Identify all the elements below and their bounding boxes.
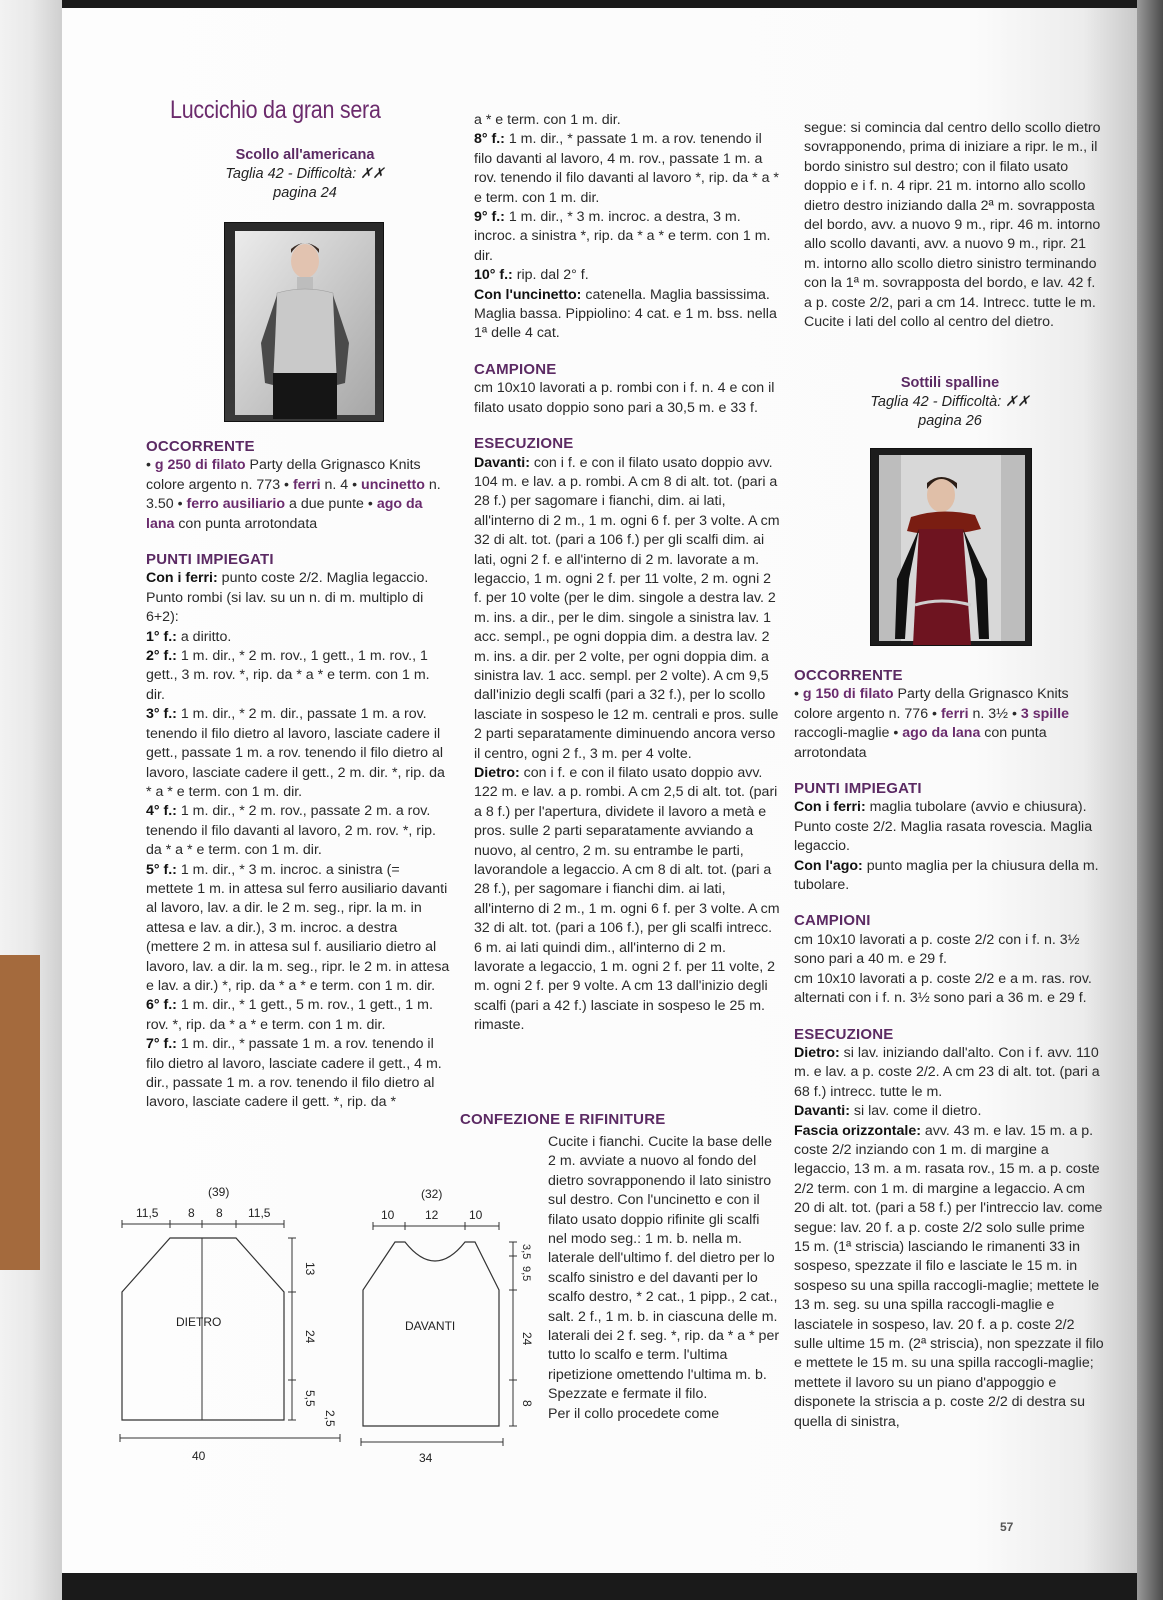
section-heading-occorrente: OCCORRENTE xyxy=(146,438,255,455)
materials-pins-2: 3 spille xyxy=(1020,705,1069,722)
diagram-davanti xyxy=(355,1180,545,1470)
project1-header xyxy=(150,146,460,203)
bullet: • xyxy=(794,686,803,703)
text: 1 m. dir., * 2 m. rov., 1 gett., 1 m. rov., 1 gett., 3 m. rov. *, rip. da * a * e term. con 1 m. dir. xyxy=(146,648,430,703)
page-number: 57 xyxy=(1000,1520,1014,1534)
project1-photo xyxy=(224,222,384,422)
materials-yarn-needle-2: ago da lana xyxy=(902,725,981,742)
row-10 xyxy=(474,266,780,285)
label: Davanti: xyxy=(794,1103,850,1120)
materials-yarn-needle-desc: con punta arrotondata xyxy=(174,515,318,532)
label: Con l'uncinetto: xyxy=(474,286,582,303)
row-4 xyxy=(146,802,450,860)
text: 1 m. dir., * 3 m. incroc. a destra, 3 m. incroc. a sinistra *, rip. da * a * e term. con 1 m. dir. xyxy=(474,209,771,264)
section-heading-confezione: CONFEZIONE E RIFINITURE xyxy=(460,1111,666,1128)
text: punto maglia per la chiusura della m. tubolare. xyxy=(794,857,1099,894)
esecuzione-davanti xyxy=(474,454,780,765)
row-6 xyxy=(146,996,450,1035)
occorrente-text-2 xyxy=(794,685,1104,763)
label: 5° f.: xyxy=(146,861,177,878)
dim-right-b: 9,5 xyxy=(520,1266,532,1282)
materials-needles-size-2: n. 3½ xyxy=(968,705,1012,722)
label: Dietro: xyxy=(794,1044,840,1061)
row-7-continued: a * e term. con 1 m. dir. xyxy=(474,112,621,128)
section-heading-campioni-2: CAMPIONI xyxy=(794,912,871,930)
label: Dietro: xyxy=(474,765,520,781)
dim-top-c: 8 xyxy=(216,1206,223,1220)
row-1 xyxy=(146,628,450,647)
text: si lav. come il dietro. xyxy=(849,1103,982,1120)
label: Davanti: xyxy=(474,454,530,471)
punti-ago-2 xyxy=(794,857,1104,896)
text: 1 m. dir., * passate 1 m. a rov. tenendo il filo davanti al lavoro, 4 m. rov., passate 1 m. a rov. tenendo il filo davanti al lavoro *, rip. da * a * e term. con 1 m. dir. xyxy=(474,131,779,206)
article-title: Luccichio da gran sera xyxy=(170,96,381,124)
materials-hook: uncinetto xyxy=(361,476,425,493)
materials-cable-needle-desc: a due punte xyxy=(285,496,368,513)
label: 9° f.: xyxy=(474,209,505,226)
text: si lav. iniziando dall'alto. Con i f. avv. 110 m. e lav. a p. coste 2/2. A cm 23 di alt. tot. (pari a 68 f.) intrecc. tutte le m. xyxy=(794,1044,1100,1100)
dim-top-a: 11,5 xyxy=(136,1206,159,1220)
bullet: • xyxy=(177,496,187,513)
project1-page-ref: pagina 24 xyxy=(273,185,337,201)
text: con i f. e con il filato usato doppio avv. 104 m. e lav. a p. rombi. A cm 8 di alt. tot. (pari a 28 f.) per sagomare i fianchi, dim. ai lati, all'interno di 2 m., 1 m. ogni 6 f. per 3 volte. A cm 32 di alt. tot. (pari a 106 f.) per gli scalfi dim. ai lati, ogni 2 f. e all'interno di 2 m. lavorate a m. legaccio, 1 m. ogni 2 f. per 11 volte, 2 m. ogni 2 f. per 10 volte (per le dim. singole a destra lav. 2 m. ins. a dir., per le dim. singole a sinistra lav. 1 acc. sempl., pe ogni doppia dim. a destra lav. 2 m. ins. a dir. per 2 volte, per ogni doppia dim. a sinistra lav. 1 acc. sempl. per 2 volte). A cm 9,5 dall'inizio degli scalfi (pari a 32 f.), per lo scollo lasciate in sospeso le 12 m. centrali e pros. sulle 2 parti separatamente diminuendo ancora verso il centro, ogni 2 f., 3 m. per 4 volte. xyxy=(474,454,780,762)
project2-size: Taglia 42 - Difficoltà: ✗✗ xyxy=(870,394,1030,410)
label: 8° f.: xyxy=(474,131,505,148)
dim-right-d: 2,5 xyxy=(323,1410,337,1427)
label: 4° f.: xyxy=(146,803,177,820)
diagram-label-davanti: DAVANTI xyxy=(405,1319,456,1333)
punti-ferri xyxy=(146,569,450,627)
esecuzione2-dietro xyxy=(794,1044,1104,1102)
row-5 xyxy=(146,861,450,997)
section-heading-occorrente-2: OCCORRENTE xyxy=(794,667,903,684)
diagram-dietro xyxy=(112,1180,344,1470)
row-3 xyxy=(146,705,450,802)
text: con i f. e con il filato usato doppio avv. 122 m. e lav. a p. rombi. A cm 2,5 di alt. tot. (pari a 8 f.) per l'apertura, dividete il lavoro a metà e pros. sulle 2 parti separatamente avviando a nuovo, al centro, 2 m. su entrambe le parti, lavorandole a legaccio. A cm 8 di alt. tot. (pari a 28 f.), per sagomare i fianchi dim. ai lati, all'interno di 2 m., 1 m. ogni 6 f. per 3 volte. A cm 32 di alt. tot. (pari a 106 f.), per gli scalfi intrecc. 6 m. ai lati quindi dim., all'interno di 2 m. lavorate a legaccio, 1 m. ogni 2 f. per 11 volte, 2 m. ogni 2 f. per 9 volte. A cm 13 dall'inizio degli scalfi (pari a 42 f.) lasciate in sospeso le 25 m. rimaste. xyxy=(474,765,780,1034)
project1-name: Scollo all'americana xyxy=(235,147,375,163)
page-shadow xyxy=(1137,0,1163,1600)
column-3b xyxy=(794,666,1104,1432)
materials-pins-desc-2: raccogli-maglie xyxy=(794,725,894,742)
esecuzione2-davanti xyxy=(794,1102,1104,1121)
bullet: • xyxy=(932,705,941,722)
campioni-text-1: cm 10x10 lavorati a p. coste 2/2 con i f. n. 3½ sono pari a 40 m. e 29 f. xyxy=(794,931,1080,968)
dim-right-c: 5,5 xyxy=(303,1390,317,1407)
project1-size: Taglia 42 - Difficoltà: ✗✗ xyxy=(225,166,385,182)
model-silhouette-1 xyxy=(225,223,384,422)
model-silhouette-2 xyxy=(871,449,1032,646)
esecuzione2-fascia xyxy=(794,1122,1104,1433)
bullet: • xyxy=(352,476,362,493)
label: 6° f.: xyxy=(146,997,177,1014)
dim-right-a: 3,5 xyxy=(520,1244,532,1260)
text: 1 m. dir., * 1 gett., 5 m. rov., 1 gett., 1 m. rov. *, rip. da * a * e term. con 1 m. dir. xyxy=(146,997,433,1033)
dim-top-total: (39) xyxy=(208,1185,230,1199)
binding-edge xyxy=(0,0,62,1600)
bullet: • xyxy=(893,725,903,742)
column-2c xyxy=(548,1133,780,1424)
materials-needles-2: ferri xyxy=(940,705,969,722)
esecuzione-dietro xyxy=(474,764,780,1036)
text: 1 m. dir., * passate 1 m. a rov. tenendo il filo dietro al lavoro, lasciate cadere il gett., 4 m. dir., passate 1 m. a rov. tenendo il filo dietro al lavoro, lasciate cadere il gett. *, rip. da * xyxy=(146,1036,442,1111)
label: Con l'ago: xyxy=(794,857,863,874)
dim-top-total: (32) xyxy=(421,1187,443,1201)
text: 1 m. dir., * 2 m. dir., passate 1 m. a rov. tenendo il filo dietro al lavoro, lasciate cadere il gett., passate 1 m. a rov. tenendo il filo dietro al lavoro, lasciate cadere il gett., 2 m. dir. *, rip. da * a * e term. con 1 m. dir. xyxy=(146,706,445,800)
column-1 xyxy=(146,437,450,1113)
dim-right-d: 8 xyxy=(520,1400,534,1407)
bullet: • xyxy=(284,476,293,493)
text: a diritto. xyxy=(176,628,232,645)
project2-photo xyxy=(870,448,1032,646)
materials-yarn-needle: ago da lana xyxy=(146,496,423,532)
punti-ferri-2 xyxy=(794,798,1104,856)
project2-name: Sottili spalline xyxy=(900,375,1000,391)
section-heading-punti-2: PUNTI IMPIEGATI xyxy=(794,780,922,798)
label: 7° f.: xyxy=(146,1036,177,1053)
materials-yarn-2: g 150 di filato xyxy=(802,686,894,703)
dim-top-c: 10 xyxy=(469,1208,483,1222)
materials-needles-size: n. 4 xyxy=(320,476,353,493)
label: Con i ferri: xyxy=(146,570,218,587)
dim-bottom: 34 xyxy=(419,1451,433,1465)
section-heading-esecuzione: ESECUZIONE xyxy=(474,435,574,453)
label: 2° f.: xyxy=(146,648,177,665)
dim-top-b: 12 xyxy=(425,1208,439,1222)
label: 1° f.: xyxy=(146,628,177,645)
text: punto coste 2/2. Maglia legaccio. Punto rombi (si lav. su un n. di m. multiplo di 6+2): xyxy=(146,570,429,626)
materials-yarn: g 250 di filato xyxy=(154,457,246,474)
text: rip. dal 2° f. xyxy=(512,267,589,284)
row-8 xyxy=(474,130,780,208)
column-2b xyxy=(460,1110,780,1129)
materials-yarn-desc: Party della Grignasco Knits colore argento n. 773 xyxy=(146,457,421,493)
text: avv. 43 m. e lav. 15 m. a p. coste 2/2 inziando con 1 m. di margine a legaccio, 13 m. a m. rasata rov., 15 m. a p. coste 2/2 term. con 1 m. di margine a legaccio. A cm 20 di alt. tot. (pari a 58 f.) per l'intreccio lav. come segue: lav. 20 f. a p. coste 2/2 solo sulle prime 15 m. (1ª striscia) lasciando le rimanenti 33 in sospeso, spezzate il filo e lasciate le 15 m. in sospeso su una spilla raccogli-maglie; mettete le 13 m. seg. su una spilla raccogli-maglie e lasciatele in sospeso, lav. 20 f. a p. coste 2/2 sulle ultime 15 m. (2ª striscia), non spezzate il filo e mettete le 15 m. su una spilla raccogli-maglie; mettete il lavoro su un piano d'appoggio e disponete la striscia a p. coste 2/2 di destra su quella di sinistra, xyxy=(794,1122,1104,1430)
row-7 xyxy=(146,1035,450,1113)
campioni-text-2: cm 10x10 lavorati a p. coste 2/2 e a m. ras. rov. alternati con i f. n. 3½ sono pari a 36 m. e 29 f. xyxy=(794,970,1092,1007)
dim-top-d: 11,5 xyxy=(248,1206,271,1220)
punti-uncinetto xyxy=(474,286,780,344)
dim-right-a: 13 xyxy=(303,1262,317,1276)
row-2 xyxy=(146,647,450,705)
dim-right-b: 24 xyxy=(303,1330,317,1344)
dim-right-c: 24 xyxy=(520,1332,534,1346)
bullet: • xyxy=(367,496,377,513)
label: 10° f.: xyxy=(474,267,513,284)
diagram-label-dietro: DIETRO xyxy=(176,1315,222,1329)
text: 1 m. dir., * 2 m. rov., passate 2 m. a rov. tenendo il filo davanti al lavoro, 2 m. rov. *, rip. da * a * e term. con 1 m. dir. xyxy=(146,803,436,859)
materials-yarn-desc-2: Party della Grignasco Knits colore argento n. 776 xyxy=(794,686,1069,722)
project2-page-ref: pagina 26 xyxy=(918,413,982,429)
campione-text: cm 10x10 lavorati a p. rombi con i f. n. 4 e con il filato usato doppio sono pari a 30,5 m. e 33 f. xyxy=(474,380,775,416)
binding-mark xyxy=(0,955,40,1270)
project2-header xyxy=(840,374,1060,431)
collo-continued: segue: si comincia dal centro dello scollo dietro sovrapponendo, prima di iniziare a ripr. le m., il bordo sinistro sul destro; con il filato usato doppio e i f. n. 4 ripr. 21 m. intorno allo scollo dietro destro iniziando dalla 2ª m. sovrapposta del bordo, avv. a nuovo 9 m., ripr. 46 m. intorno allo scollo davanti, avv. a nuovo 9 m., ripr. 21 m. intorno allo scollo dietro sinistro terminando con la 1ª m. sovrapposta del bordo, e lav. 42 f. a p. coste 2/2, pari a cm 14. Intrecc. tutte le m. Cucite i lati del collo al centro del dietro. xyxy=(804,120,1101,331)
materials-yarn-needle-desc-2: con punta arrotondata xyxy=(794,725,1047,761)
materials-cable-needle: ferro ausiliario xyxy=(186,496,286,513)
section-heading-punti: PUNTI IMPIEGATI xyxy=(146,551,274,569)
confezione-collo: Per il collo procedete come xyxy=(548,1405,720,1422)
materials-hook-size: n. 3.50 xyxy=(146,476,441,513)
column-2 xyxy=(474,111,780,1036)
dim-bottom: 40 xyxy=(192,1449,206,1463)
section-heading-esecuzione-2: ESECUZIONE xyxy=(794,1025,894,1043)
label: Con i ferri: xyxy=(794,799,866,816)
section-heading-campione: CAMPIONE xyxy=(474,360,557,378)
column-3 xyxy=(804,119,1104,332)
occorrente-text xyxy=(146,456,450,534)
text: maglia tubolare (avvio e chiusura). Punto coste 2/2. Maglia rasata rovescia. Maglia legaccio. xyxy=(794,799,1093,855)
confezione-text: Cucite i fianchi. Cucite la base delle 2 m. avviate a nuovo al fondo del dietro sovrapponendo il lato sinistro sul destro. Con l'uncinetto e con il filato usato doppio rifinite gli scalfi nel modo seg.: 1 m. b. nella m. laterale dell'ultimo f. del dietro per lo scalfo sinistro e del davanti per lo scalfo destro, * 2 cat., 1 pipp., 2 cat., salt. 2 f., 1 m. b. in ciascuna delle m. laterali dei 2 f. seg. *, rip. da * a * per tutto lo scalfo e term. l'ultima ripetizione omettendo l'ultima m. b. Spezzate e fermate il filo. xyxy=(548,1134,780,1403)
materials-needles: ferri xyxy=(292,476,321,493)
text: 1 m. dir., * 3 m. incroc. a sinistra (= mettete 1 m. in attesa sul ferro ausiliario davanti al lavoro, lav. a dir. le 2 m. seg., ripr. la m. in attesa e lav. a dir.), 3 m. incroc. a destra (mettere 2 m. in attesa sul f. ausiliario dietro al lavoro, lav. a dir. la m. seg., ripr. le 2 m. in attesa e lav. a dir.) *, rip. da * a * e term. con 1 m. dir. xyxy=(146,861,450,994)
bullet: • xyxy=(1011,705,1021,722)
label: 3° f.: xyxy=(146,706,177,723)
bullet: • xyxy=(146,457,155,474)
text: catenella. Maglia bassissima. Maglia bassa. Pippiolino: 4 cat. e 1 m. bss. nella 1ª delle 4 cat. xyxy=(474,286,777,342)
label: Fascia orizzontale: xyxy=(794,1122,921,1139)
row-9 xyxy=(474,208,780,266)
dim-top-b: 8 xyxy=(188,1206,195,1220)
dim-top-a: 10 xyxy=(381,1208,395,1222)
